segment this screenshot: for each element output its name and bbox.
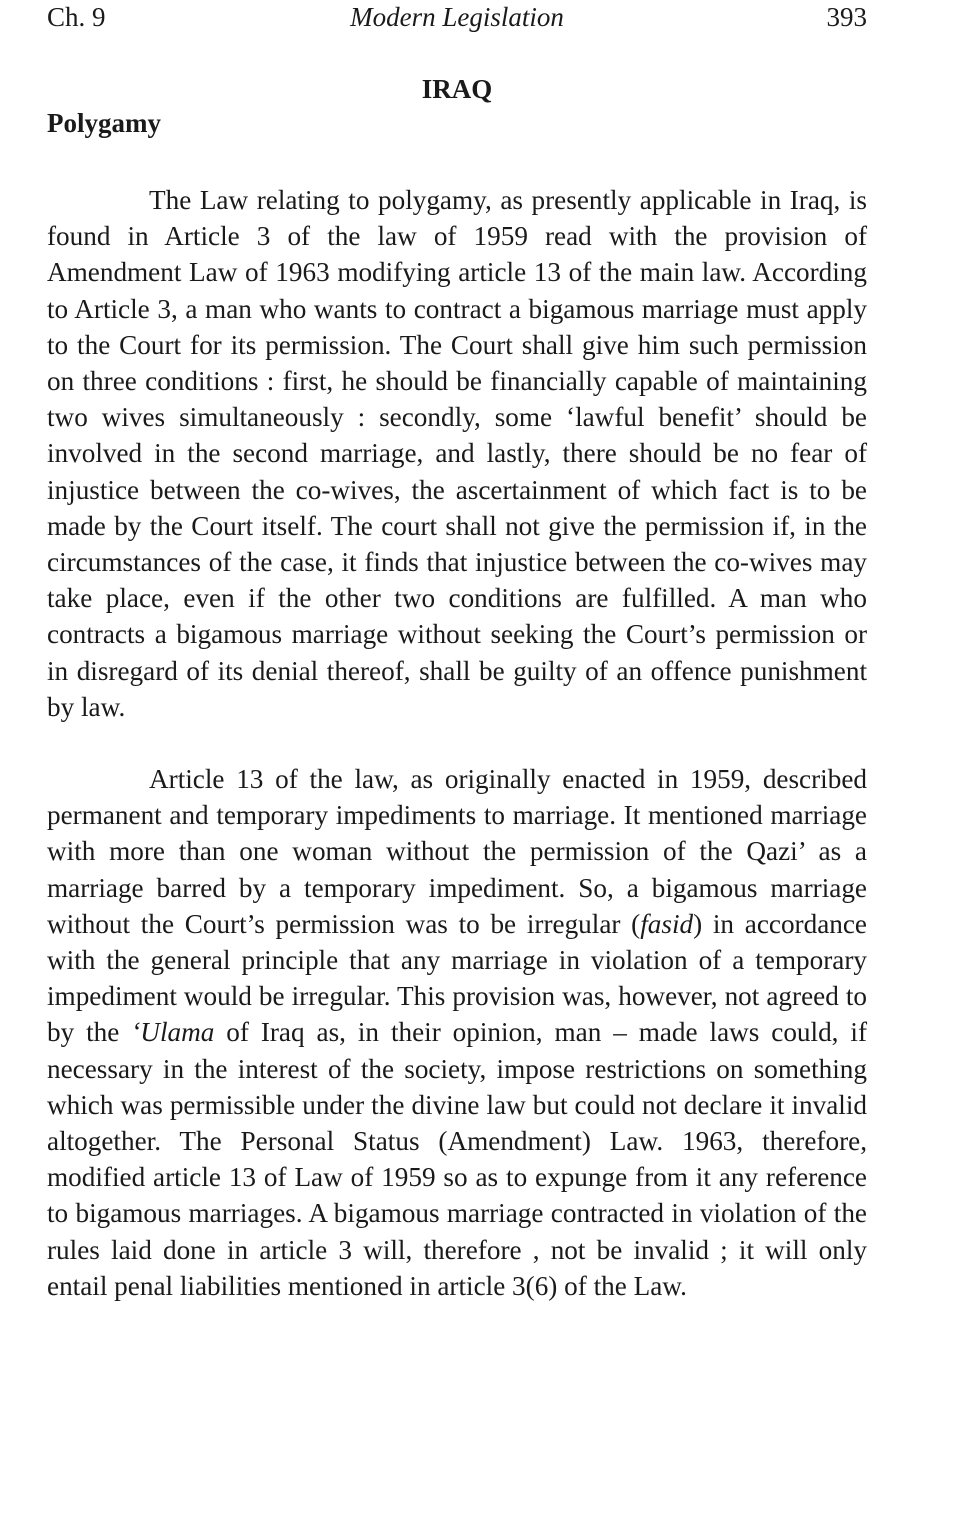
paragraph-2-text-c: of Iraq as, in their opinion, man – made laws could, if necessary in the interest of the society, impose restrictions on something which was permissible under the divine law but could not declare it invalid altogether. The Personal Status (Amendment) Law. 1963, therefore, modified article 13 of Law of 1959 so as to expunge from it any reference to bigamous marriages. A bigamous marriage contracted in violation of the rules laid done in article 3 will, therefore , not be invalid ; it will only entail penal liabilities mentioned in article 3(6) of the Law.	[47, 1017, 867, 1301]
term-ulama: ‘Ulama	[131, 1017, 215, 1048]
paragraph-2-text-b: ) in accordance with the general principle that any marriage in violation of a temporary impediment would be irregular. This provision was, however, not agreed to by the	[47, 908, 867, 1048]
book-page	[47, 0, 867, 1304]
term-fasid: fasid	[640, 908, 694, 939]
paragraph-2-text-a: Article 13 of the law, as originally enacted in 1959, described permanent and temporary impediments to marriage. It mentioned marriage with more than one woman without the permission of the Qazi’ as a marriage barred by a temporary impediment. So, a bigamous marriage without the Court’s permission was to be irregular (	[47, 764, 867, 939]
page-number: 393	[826, 2, 867, 32]
running-head	[47, 0, 867, 34]
running-title: Modern Legislation	[350, 2, 564, 32]
section-title: IRAQ	[421, 74, 493, 104]
paragraph-2	[47, 761, 867, 1304]
paragraph-1: The Law relating to polygamy, as presently applicable in Iraq, is found in Article 3 of the law of 1959 read with the provision of Amendment Law of 1963 modifying article 13 of the main law. According to Article 3, a man who wants to contract a bigamous marriage must apply to the Court for its permission. The Court shall give him such permission on three conditions : first, he should be financially capable of maintaining two wives simultaneously : secondly, some ‘lawful benefit’ should be involved in the second marriage, and lastly, there should be no fear of injustice between the co-wives, the ascertainment of which fact is to be made by the Court itself. The court shall not give the permission if, in the circumstances of the case, it finds that injustice between the co-wives may take place, even if the other two conditions are fulfilled. A man who contracts a bigamous marriage without seeking the Court’s permission or in disregard of its denial thereof, shall be guilty of an offence punishment by law.	[47, 185, 867, 722]
subheading: Polygamy	[47, 108, 161, 138]
chapter-label: Ch. 9	[47, 2, 106, 32]
